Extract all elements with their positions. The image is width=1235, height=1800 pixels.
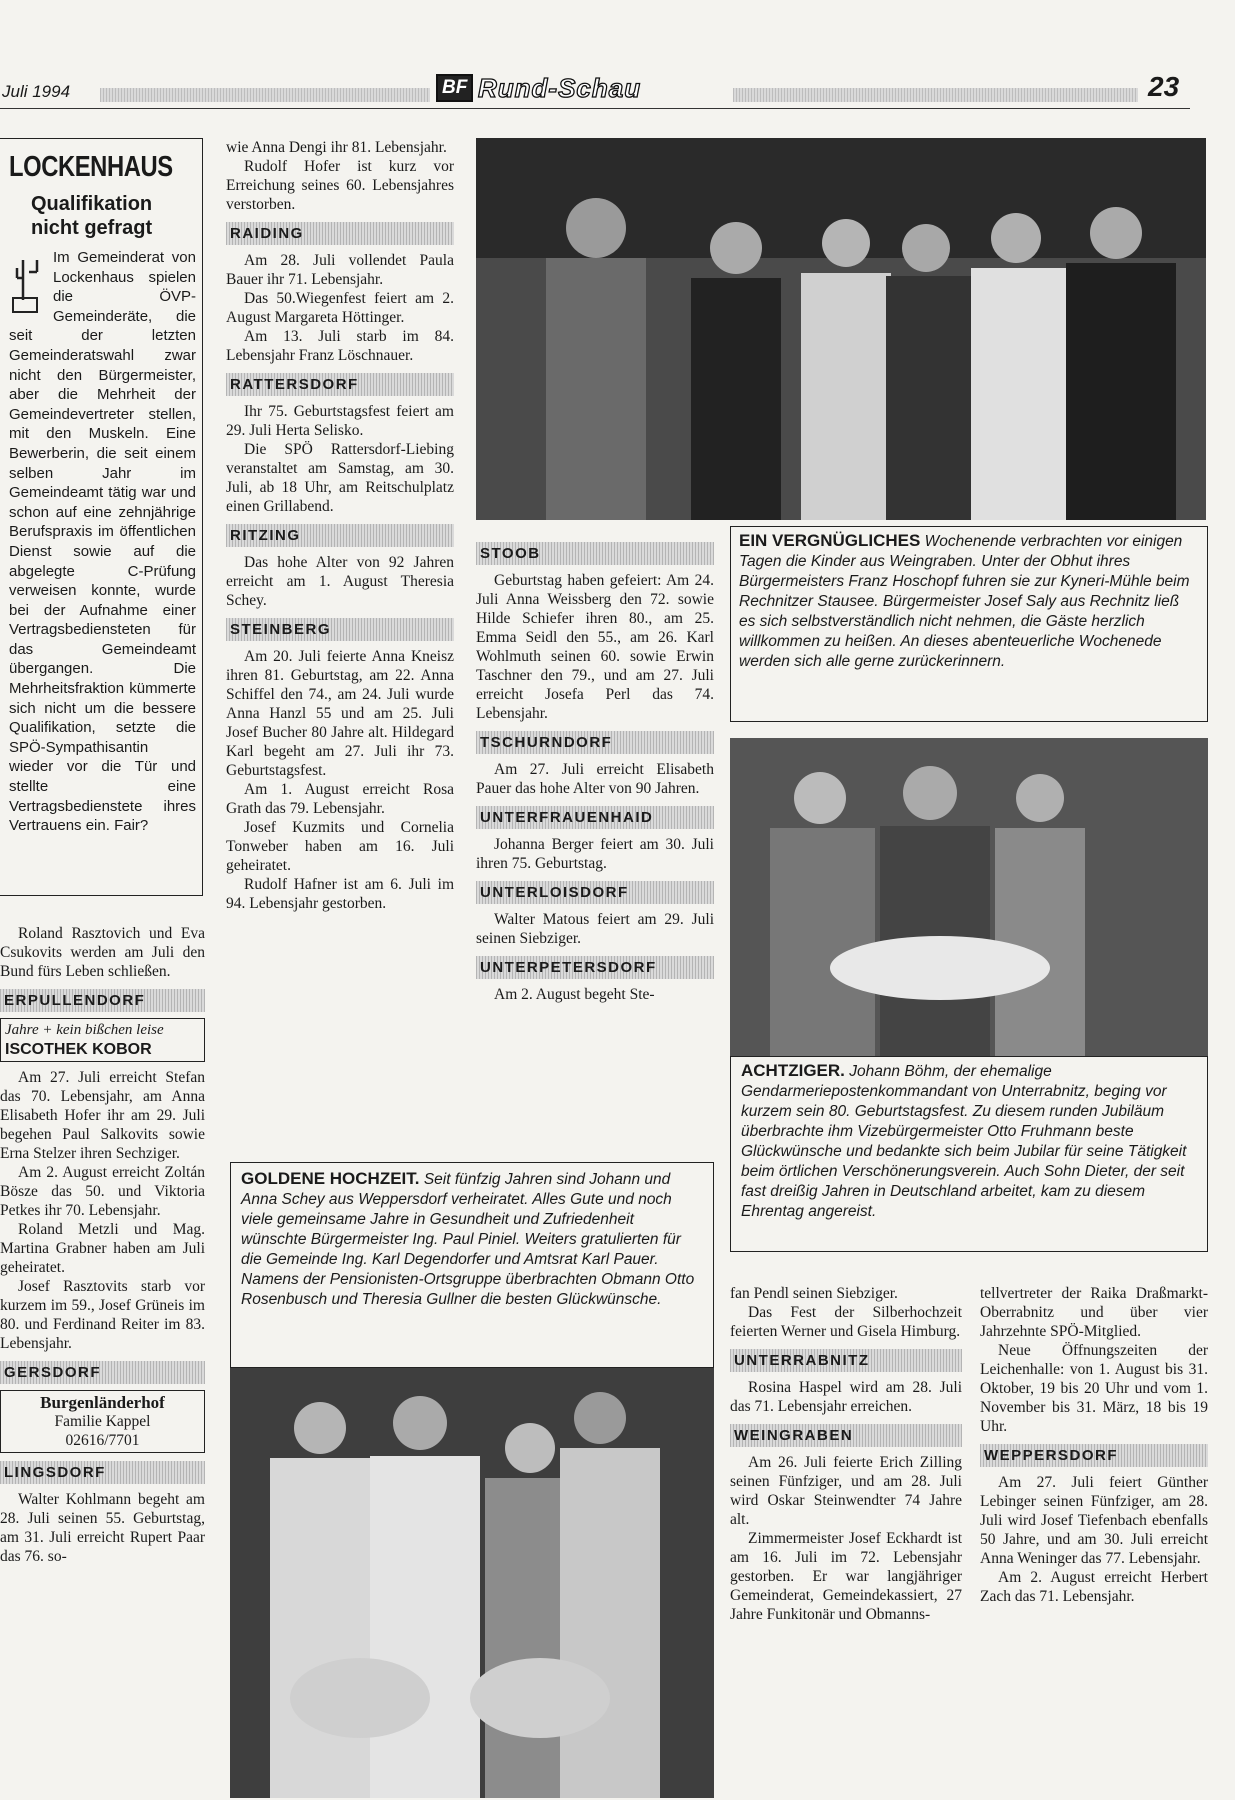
header-underline [0, 108, 1190, 109]
paragraph: Die SPÖ Rattersdorf-Liebing veranstaltet am Samstag, am 30. Juli, ab 18 Uhr, am Reitschulplatz einen Grillabend. [226, 441, 454, 515]
paragraph: Am 2. August erreicht Herbert Zach das 71. Lebensjahr. [980, 1569, 1208, 1605]
section-ritzing: RITZING [226, 524, 454, 547]
paragraph: Ihr 75. Geburtstagsfest feiert am 29. Juli Herta Selisko. [226, 403, 454, 439]
section-unterrabnitz: UNTERRABNITZ [730, 1349, 962, 1372]
photo-children-weingraben [476, 138, 1206, 520]
paragraph: Rosina Haspel wird am 28. Juli das 71. Lebensjahr erreichen. [730, 1379, 962, 1415]
paragraph: Am 1. August erreicht Rosa Grath das 79. Lebensjahr. [226, 781, 454, 817]
cactus-icon [9, 250, 47, 314]
lockenhaus-box [0, 138, 203, 896]
section-stoob: STOOB [476, 542, 714, 565]
paragraph: Am 2. August erreicht Zoltán Bösze das 50. und Viktoria Petkes ihr 70. Lebensjahr. [0, 1164, 205, 1219]
lockenhaus-subtitle: Qualifikation nicht gefragt [31, 193, 153, 239]
section-unterloisdorf: UNTERLOISDORF [476, 881, 714, 904]
section-lingsdorf: LINGSDORF [0, 1461, 205, 1484]
page-number: 23 [1148, 71, 1180, 102]
ad-line2: Familie Kappel [54, 1413, 151, 1430]
caption-head: GOLDENE HOCHZEIT. [241, 1169, 420, 1188]
ad-line3: 02616/7701 [65, 1432, 140, 1449]
header-logo-bf: BF [436, 74, 473, 102]
paragraph: Roland Rasztovich und Eva Csukovits werden am Juli den Bund fürs Leben schließen. [0, 925, 205, 980]
header-date: Juli 1994 [2, 82, 71, 101]
ad-line1: Burgenländerhof [40, 1393, 165, 1412]
lockenhaus-text: Im Gemeinderat von Lockenhaus spielen die ÖVP-Gemeinderäte, die seit der letzten Gemeinderatswahl zwar nicht den Bürgermeister, aber die Mehrheit der Gemeindevertreter stellen, mit den Muskeln. Eine Bewerberin, die seit einem selben Jahr im Gemeindeamt tätig war und schon auf eine zehnjährige Berufspraxis im öffentlichen Dienst sowie auf die abgelegte C-Prüfung verweisen konnte, wurde bei der Aufnahme einer Vertragsbediensteten für das Gemeindeamt übergangen. Die Mehrheitsfraktion kümmerte sich nicht um die bessere Qualifikation, setzte die SPÖ-Sympathisantin wieder vor die Tür und stellte eine Vertragsbedienstete ihres Vertrauens ein. Fair? [9, 249, 196, 835]
paragraph: Am 2. August begeht Ste- [494, 986, 655, 1003]
caption-text: Johann Böhm, der ehemalige Gendarmeriepostenkommandant von Unterrabnitz, beging vor kurzem sein 80. Geburtstagsfest. Zu diesem runden Jubiläum überbrachte ihm Vizebürgermeister Otto Fruhmann beste Glückwünsche und bedankte sich beim Jubilar für seine Tätigkeit beim örtlichen Verschönerungsverein. Auch Sohn Dieter, der seit fast dreißig Jahren in Deutschland arbeitet, kam zu diesem Ehrentag angereist. [741, 1063, 1187, 1220]
paragraph: wie Anna Dengi ihr 81. Lebensjahr. [226, 139, 447, 156]
paragraph: Neue Öffnungszeiten der Leichenhalle: von 1. August bis 31. Oktober, 19 bis 20 Uhr und vom 1. November bis 31. März, 18 bis 19 Uhr. [980, 1342, 1208, 1435]
section-weppersdorf: WEPPERSDORF [980, 1444, 1208, 1467]
column-2 [226, 138, 454, 913]
paragraph: Walter Matous feiert am 29. Juli seinen Siebziger. [476, 911, 714, 947]
paragraph: tellvertreter der Raika Draßmarkt-Oberrabnitz und über vier Jahrzehnte SPÖ-Mitglied. [980, 1285, 1208, 1340]
paragraph: Rudolf Hafner ist am 6. Juli im 94. Lebensjahr gestorben. [226, 876, 454, 912]
paragraph: Das 50.Wiegenfest feiert am 2. August Margareta Höttinger. [226, 290, 454, 326]
section-rattersdorf: RATTERSDORF [226, 373, 454, 396]
caption-head: ACHTZIGER. [741, 1061, 845, 1080]
column-3 [476, 538, 714, 1004]
paragraph: Geburtstag haben gefeiert: Am 24. Juli Anna Weissberg den 72. sowie Hilde Schiefer ihren 80., am 25. Emma Seidl den 55., am 26. Karl Wohlmuth seinen 60. sowie Erwin Taschner den 79., und am 27. Juli erreicht Josefa Perl das 74. Lebensjahr. [476, 572, 714, 722]
left-column [0, 138, 208, 1798]
paragraph: fan Pendl seinen Siebziger. [730, 1285, 898, 1302]
caption-text: Seit fünfzig Jahren sind Johann und Anna Schey aus Weppersdorf verheiratet. Alles Gute und noch viele gemeinsame Jahre in Gesundheit und Zufriedenheit wünschte Bürgermeister Ing. Paul Piniel. Weiters gratulierten für die Gemeinde Ing. Karl Degendorfer und Amtsrat Karl Pauer. Namens der Pensionisten-Ortsgruppe überbrachten Obmann Otto Rosenbusch und Theresia Gullner die besten Glückwünsche. [241, 1171, 695, 1308]
section-steinberg: STEINBERG [226, 618, 454, 641]
caption-text: Wochenende verbrachten vor einigen Tagen die Kinder aus Weingraben. Unter der Obhut ihres Bürgermeisters Franz Hoschopf fuhren sie zur Kyneri-Mühle beim Rechnitzer Stausee. Bürgermeister Josef Saly aus Rechnitz ließ es sich selbstverständlich nicht nehmen, die Gäste herzlich willkommen zu heißen. An dieses abenteuerliche Wochenede werden sich alle gerne zurückerinnern. [739, 533, 1190, 670]
paragraph: Rudolf Hofer ist kurz vor Erreichung seines 60. Lebensjahres verstorben. [226, 158, 454, 213]
photo-goldene-hochzeit [230, 1368, 714, 1798]
section-unterpetersdorf: UNTERPETERSDORF [476, 956, 714, 979]
section-raiding: RAIDING [226, 222, 454, 245]
section-erpullendorf: ERPULLENDORF [0, 989, 205, 1012]
header-rule-left [100, 88, 430, 102]
caption-vergnuegliches [730, 526, 1208, 722]
paragraph: Am 28. Juli vollendet Paula Bauer ihr 71. Lebensjahr. [226, 252, 454, 288]
column-4 [730, 1284, 962, 1624]
header-rule-right [733, 88, 1138, 102]
paragraph: Walter Kohlmann begeht am 28. Juli seinen 55. Geburtstag, am 31. Juli erreicht Rupert Paar das 76. so- [0, 1491, 205, 1565]
paragraph: Das hohe Alter von 92 Jahren erreicht am 1. August Theresia Schey. [226, 554, 454, 609]
header-logo-title: Rund-Schau [478, 73, 642, 103]
paragraph: Zimmermeister Josef Eckhardt ist am 16. Juli im 72. Lebensjahr gestorben. Er war langjähriger Gemeinderat, Gemeindekassiert, 27 Jahre Funkitonär und Obmanns- [730, 1530, 962, 1623]
paragraph: Josef Rasztovits starb vor kurzem im 59., Josef Grüneis im 80. und Ferdinand Reiter im 83. Lebensjahr. [0, 1278, 205, 1352]
section-weingraben: WEINGRABEN [730, 1424, 962, 1447]
caption-goldene-hochzeit [230, 1162, 714, 1368]
paragraph: Am 13. Juli starb im 84. Lebensjahr Franz Löschnauer. [226, 328, 454, 364]
paragraph: Johanna Berger feiert am 30. Juli ihren 75. Geburtstag. [476, 836, 714, 872]
ad-burgenlaenderhof [0, 1390, 205, 1453]
ad-kobor-line2: ISCOTHEK KOBOR [5, 1041, 152, 1058]
photo-achtziger [730, 738, 1208, 1056]
section-unterfrauenhaid: UNTERFRAUENHAID [476, 806, 714, 829]
paragraph: Roland Metzli und Mag. Martina Grabner haben am Juli geheiratet. [0, 1221, 205, 1276]
paragraph: Josef Kuzmits und Cornelia Tonweber haben am 16. Juli geheiratet. [226, 819, 454, 874]
paragraph: Am 27. Juli erreicht Stefan das 70. Lebensjahr, am Anna Elisabeth Hofer ihr am 29. Juli begehen Paul Salkovits sowie Erna Stelzer ihren Sechziger. [0, 1069, 205, 1162]
paragraph: Am 27. Juli erreicht Elisabeth Pauer das hohe Alter von 90 Jahren. [476, 761, 714, 797]
ad-kobor-line1: Jahre + kein bißchen leise [5, 1022, 164, 1038]
page-header [0, 68, 1235, 108]
column-5 [980, 1284, 1208, 1606]
section-tschurndorf: TSCHURNDORF [476, 731, 714, 754]
caption-achtziger [730, 1056, 1208, 1252]
ad-kobor [0, 1018, 205, 1062]
paragraph: Am 26. Juli feierte Erich Zilling seinen Fünfziger, und am 28. Juli wird Oskar Steinwendter 74 Jahre alt. [730, 1454, 962, 1528]
lockenhaus-title: LOCKENHAUS [9, 151, 173, 183]
paragraph: Am 27. Juli feiert Günther Lebinger seinen Fünfziger, am 28. Juli wird Josef Tiefenbach ebenfalls 50 Jahre, und am 30. Juli erreicht Anna Weninger das 77. Lebensjahr. [980, 1474, 1208, 1567]
paragraph: Das Fest der Silberhochzeit feierten Werner und Gisela Himburg. [730, 1304, 962, 1340]
paragraph: Am 20. Juli feierte Anna Kneisz ihren 81. Geburtstag, am 22. Anna Schiffel den 74., am 24. Juli wurde Anna Hanzl 55 und am 25. Juli Josef Bucher 80 Jahre alt. Hildegard Karl begeht am 27. Juli ihr 73. Geburtstagsfest. [226, 648, 454, 779]
caption-head: EIN VERGNÜGLICHES [739, 531, 921, 550]
section-gersdorf: GERSDORF [0, 1361, 205, 1384]
